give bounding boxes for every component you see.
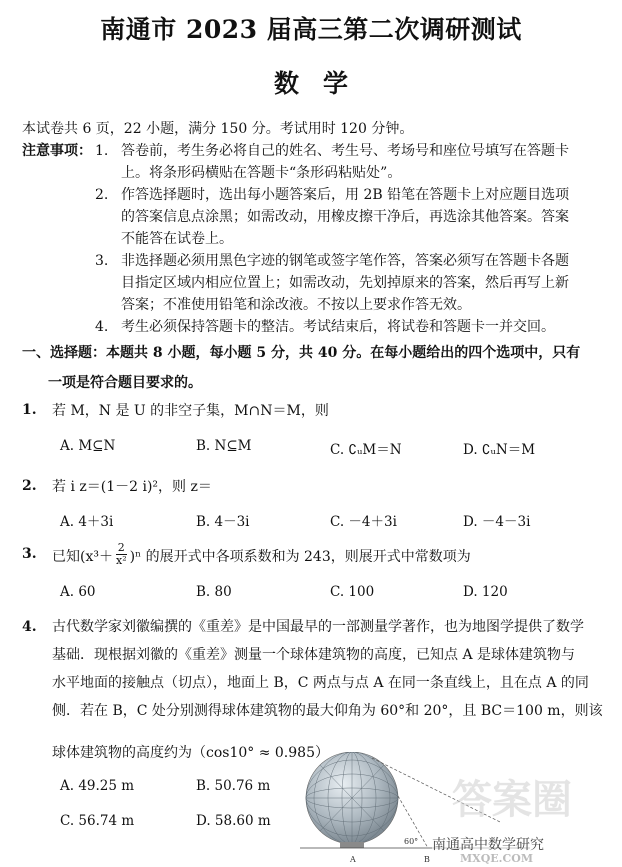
q4-line-5: 球体建筑物的高度约为（cos10° ≈ 0.985） [52, 745, 329, 761]
q1-option-d: D. ∁ᵤN＝M [463, 442, 536, 458]
sphere-base [340, 842, 364, 848]
note-3-line-2: 目指定区域内相应位置上；如需改动，先划掉原来的答案，然后再写上新 [121, 275, 569, 291]
q4-line-1: 古代数学家刘徽编撰的《重差》是中国最早的一部测量学著作，也为地图学提供了数学 [52, 619, 584, 635]
q4-number: 4. [22, 619, 37, 635]
angle-60-label: 60° [404, 837, 419, 846]
q3-fraction-numerator: 2 [117, 541, 125, 554]
q3-fraction [114, 542, 129, 567]
point-a-label: A [350, 855, 356, 864]
q4-option-b: B. 50.76 m [196, 778, 271, 794]
q1-number: 1. [22, 402, 37, 418]
exam-info-line: 本试卷共 6 页，22 小题，满分 150 分。考试用时 120 分钟。 [22, 121, 414, 137]
section-heading-line-2: 一项是符合题目要求的。 [48, 375, 202, 391]
q2-option-c: C. －4＋3i [330, 514, 397, 530]
section-heading-line-1: 一、选择题：本题共 8 小题，每小题 5 分，共 40 分。在每小题给出的四个选项中，只有 [22, 345, 581, 361]
q1-option-a: A. M⊆N [60, 438, 116, 454]
note-3-line-3: 答案；不准使用铅笔和涂改液。不按以上要求作答无效。 [121, 297, 471, 313]
q1-option-b: B. N⊆M [196, 438, 252, 454]
q3-stem-prefix: 已知(x³＋ [52, 548, 113, 565]
q4-option-c: C. 56.74 m [60, 813, 135, 829]
q3-number: 3. [22, 546, 37, 562]
note-1-num: 1. [95, 143, 109, 159]
note-1-line-1: 答卷前，考生务必将自己的姓名、考生号、考场号和座位号填写在答题卡 [121, 143, 569, 159]
q1-stem: 若 M，N 是 U 的非空子集，M∩N＝M，则 [52, 403, 329, 419]
q4-line-4: 侧．若在 B，C 处分别测得球体建筑物的最大仰角为 60°和 20°，且 BC＝100 m，则该 [52, 703, 603, 719]
note-2-line-1: 作答选择题时，选出每小题答案后，用 2B 铅笔在答题卡上对应题目选项 [121, 187, 570, 203]
q1-option-c: C. ∁ᵤM＝N [330, 442, 402, 458]
q3-option-b: B. 80 [196, 584, 232, 600]
q4-line-3: 水平地面的接触点（切点），地面上 B，C 两点与点 A 在同一条直线上，且在点 A 的同 [52, 675, 589, 691]
q2-option-d: D. －4－3i [463, 514, 531, 530]
subject-title: 数学 [273, 69, 372, 98]
q4-line-2: 基础．现根据刘徽的《重差》测量一个球体建筑物的高度，已知点 A 是球体建筑物与 [52, 647, 576, 663]
q3-option-a: A. 60 [60, 584, 96, 600]
note-2-num: 2. [95, 187, 109, 203]
watermark-logo: 答案圈 [452, 776, 572, 823]
q3-stem [52, 541, 471, 569]
q2-stem: 若 i z＝(1－2 i)²，则 z＝ [52, 479, 212, 495]
watermark-caption: 南通高中数学研究 [432, 834, 544, 854]
q4-option-a: A. 49.25 m [60, 778, 135, 794]
q3-option-c: C. 100 [330, 584, 375, 600]
point-b-label: B [424, 855, 430, 864]
note-3-num: 3. [95, 253, 109, 269]
note-2-line-3: 不能答在试卷上。 [121, 231, 233, 247]
q2-option-a: A. 4＋3i [60, 514, 114, 530]
exam-title: 南通市 2023 届高三第二次调研测试 [100, 15, 522, 44]
notes-label: 注意事项： [22, 143, 92, 159]
q2-number: 2. [22, 478, 37, 494]
note-1-line-2: 上。将条形码横贴在答题卡“条形码粘贴处”。 [121, 165, 402, 181]
note-3-line-1: 非选择题必须用黑色字迹的钢笔或签字笔作答，答案必须写在答题卡各题 [121, 253, 569, 269]
q2-option-b: B. 4－3i [196, 514, 250, 530]
watermark-site: MXQE.COM [460, 852, 534, 865]
note-4-num: 4. [95, 319, 109, 335]
q3-stem-suffix: )ⁿ 的展开式中各项系数和为 243，则展开式中常数项为 [129, 548, 471, 565]
note-4-line-1: 考生必须保持答题卡的整洁。考试结束后，将试卷和答题卡一并交回。 [121, 319, 555, 335]
q4-option-d: D. 58.60 m [196, 813, 271, 829]
q3-option-d: D. 120 [463, 584, 508, 600]
note-2-line-2: 的答案信息点涂黑；如需改动，用橡皮擦干净后，再选涂其他答案。答案 [121, 209, 569, 225]
q3-fraction-denominator: x² [115, 554, 127, 567]
